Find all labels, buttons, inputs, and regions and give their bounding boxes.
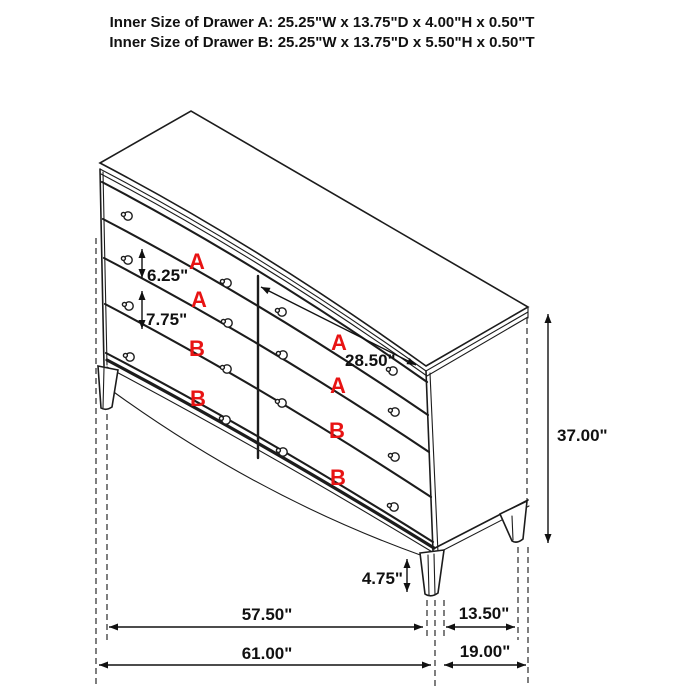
drawer-knob bbox=[121, 212, 132, 220]
front-right-leg bbox=[420, 550, 444, 596]
leg-height-value: 4.75" bbox=[361, 569, 403, 588]
front-left-leg bbox=[98, 366, 118, 409]
dresser-outline bbox=[98, 111, 529, 596]
drawer-width-value: 28.50" bbox=[345, 351, 396, 370]
right-drawer-3-label: B bbox=[329, 418, 345, 443]
back-right-leg bbox=[500, 501, 527, 542]
drawer-knob bbox=[275, 399, 286, 407]
left-drawer-1-label: A bbox=[189, 249, 205, 274]
overall-width-value: 61.00" bbox=[241, 644, 293, 663]
right-drawer-2-label: A bbox=[330, 373, 346, 398]
drawer-knob bbox=[220, 365, 231, 373]
drawer-knob bbox=[121, 256, 132, 264]
base-trim bbox=[107, 360, 434, 548]
drawer-knob bbox=[387, 503, 398, 511]
side-leg-spacing-value: 13.50" bbox=[458, 604, 510, 623]
left-drawer-3-label: B bbox=[189, 336, 205, 361]
drawer-knob bbox=[276, 351, 287, 359]
overall-depth-value: 19.00" bbox=[459, 642, 511, 661]
front-right-post bbox=[426, 371, 433, 551]
base-trim-lower bbox=[107, 367, 434, 553]
drawer-knob bbox=[221, 319, 232, 327]
drawer-knob bbox=[388, 453, 399, 461]
front-right-post-bead bbox=[430, 373, 438, 553]
apron-bottom bbox=[111, 390, 423, 556]
overall-height-value: 37.00" bbox=[557, 426, 608, 445]
drawer-b-height-value: 7.75" bbox=[146, 310, 188, 329]
front-leg-spacing-value: 57.50" bbox=[241, 605, 293, 624]
drawer-knob bbox=[388, 408, 399, 416]
left-drawer-4-label: B bbox=[190, 386, 206, 411]
drawer-knob bbox=[122, 302, 133, 310]
drawer-a-height-value: 6.25" bbox=[147, 266, 189, 285]
drawer-knob bbox=[123, 353, 134, 361]
left-drawer-2-label: A bbox=[191, 287, 207, 312]
right-drawer-4-label: B bbox=[330, 465, 346, 490]
drawer-knob bbox=[275, 308, 286, 316]
right-drawer-1-label: A bbox=[331, 330, 347, 355]
header-line-drawer-b: Inner Size of Drawer B: 25.25"W x 13.75"D x 5.50"H x 0.50"T bbox=[109, 34, 535, 51]
header-line-drawer-a: Inner Size of Drawer A: 25.25"W x 13.75"D x 4.00"H x 0.50"T bbox=[109, 14, 535, 31]
